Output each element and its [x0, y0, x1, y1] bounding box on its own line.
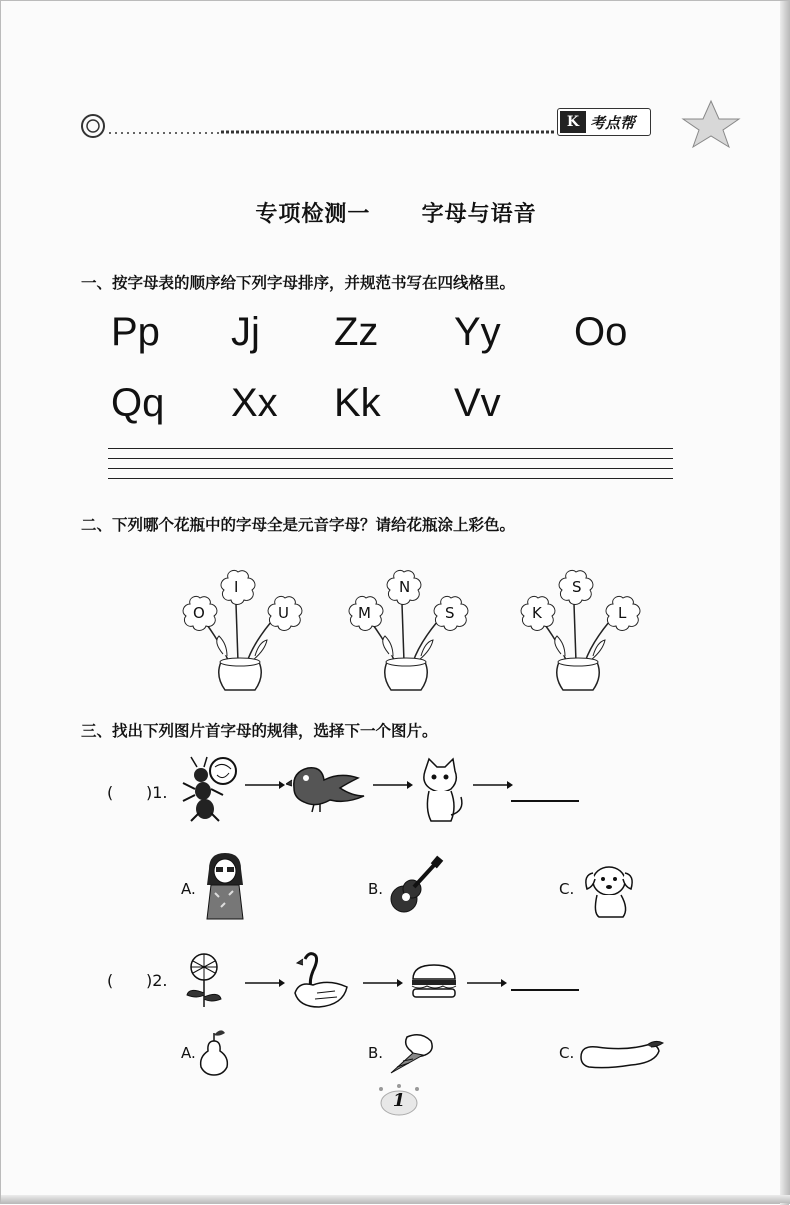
cat-icon: [415, 757, 467, 829]
vase-letter: O: [193, 604, 205, 622]
option-label: B.: [368, 1044, 384, 1062]
arrow-icon: [243, 777, 285, 793]
answer-paren-close: )2.: [146, 971, 168, 990]
bird-icon: [286, 758, 366, 814]
option-label: A.: [181, 1044, 196, 1062]
four-line-grid[interactable]: [108, 448, 673, 488]
answer-slot-2[interactable]: [119, 969, 145, 991]
arrow-icon: [243, 975, 285, 991]
answer-blank[interactable]: [511, 800, 579, 802]
icecream-icon[interactable]: [387, 1031, 437, 1077]
vase-letter: S: [445, 604, 455, 622]
header-dotted-line: [71, 99, 790, 149]
hamburger-icon: [409, 963, 459, 999]
letter-pair: Zz: [334, 310, 379, 354]
letter-pair: Kk: [334, 381, 381, 425]
letter-pair: Jj: [231, 310, 260, 354]
option-label: C.: [559, 1044, 575, 1062]
vase-letter: S: [572, 578, 582, 596]
girl-icon[interactable]: [199, 851, 249, 921]
option-label: B.: [368, 880, 384, 898]
vase-letter: L: [618, 604, 627, 622]
letter-pair: Vv: [454, 381, 501, 425]
pear-icon[interactable]: [197, 1027, 231, 1077]
brand-logo: [557, 108, 651, 136]
vase-letter: K: [532, 604, 542, 622]
page-edge-right: [780, 1, 789, 1205]
logo-text: 考点帮: [590, 113, 636, 132]
vase-letter: M: [358, 604, 371, 622]
answer-paren-open: (: [107, 971, 114, 990]
answer-blank[interactable]: [511, 989, 579, 991]
page-title: [1, 197, 790, 228]
flower-icon: [179, 951, 229, 1009]
ant-icon: [179, 753, 241, 823]
letter-pair: Qq: [111, 381, 165, 425]
title-right: 字母与语音: [421, 201, 537, 227]
section3-heading: 三、找出下列图片首字母的规律，选择下一个图片。: [81, 722, 438, 740]
arrow-icon: [371, 777, 413, 793]
option-label: C.: [559, 880, 575, 898]
guitar-icon[interactable]: [386, 855, 444, 917]
letter-pair: Yy: [454, 310, 501, 354]
answer-paren-open: (: [107, 783, 114, 802]
eggplant-icon[interactable]: [577, 1035, 667, 1071]
vase-letter: I: [234, 578, 239, 596]
vase-1[interactable]: [171, 564, 311, 704]
logo-mark: K: [560, 111, 586, 133]
page-number: 1: [392, 1090, 406, 1111]
dog-icon[interactable]: [579, 859, 639, 921]
option-label: A.: [181, 880, 196, 898]
arrow-icon: [361, 975, 403, 991]
arrow-icon: [471, 777, 513, 793]
letter-pair: Pp: [111, 310, 160, 354]
vase-2[interactable]: [337, 564, 477, 704]
answer-paren-close: )1.: [146, 783, 168, 802]
vase-letter: N: [399, 578, 411, 596]
answer-slot-1[interactable]: [119, 781, 145, 803]
vase-letter: U: [278, 604, 289, 622]
arrow-icon: [465, 975, 507, 991]
section2-heading: 二、下列哪个花瓶中的字母全是元音字母？请给花瓶涂上彩色。: [81, 516, 516, 534]
page-edge-bottom: [1, 1195, 790, 1203]
letter-pair: Oo: [574, 310, 628, 354]
vase-3[interactable]: [509, 564, 649, 704]
title-left: 专项检测一: [255, 201, 371, 227]
goose-icon: [289, 949, 351, 1011]
section1-heading: 一、按字母表的顺序给下列字母排序，并规范书写在四线格里。: [81, 274, 516, 292]
letter-pair: Xx: [231, 381, 278, 425]
